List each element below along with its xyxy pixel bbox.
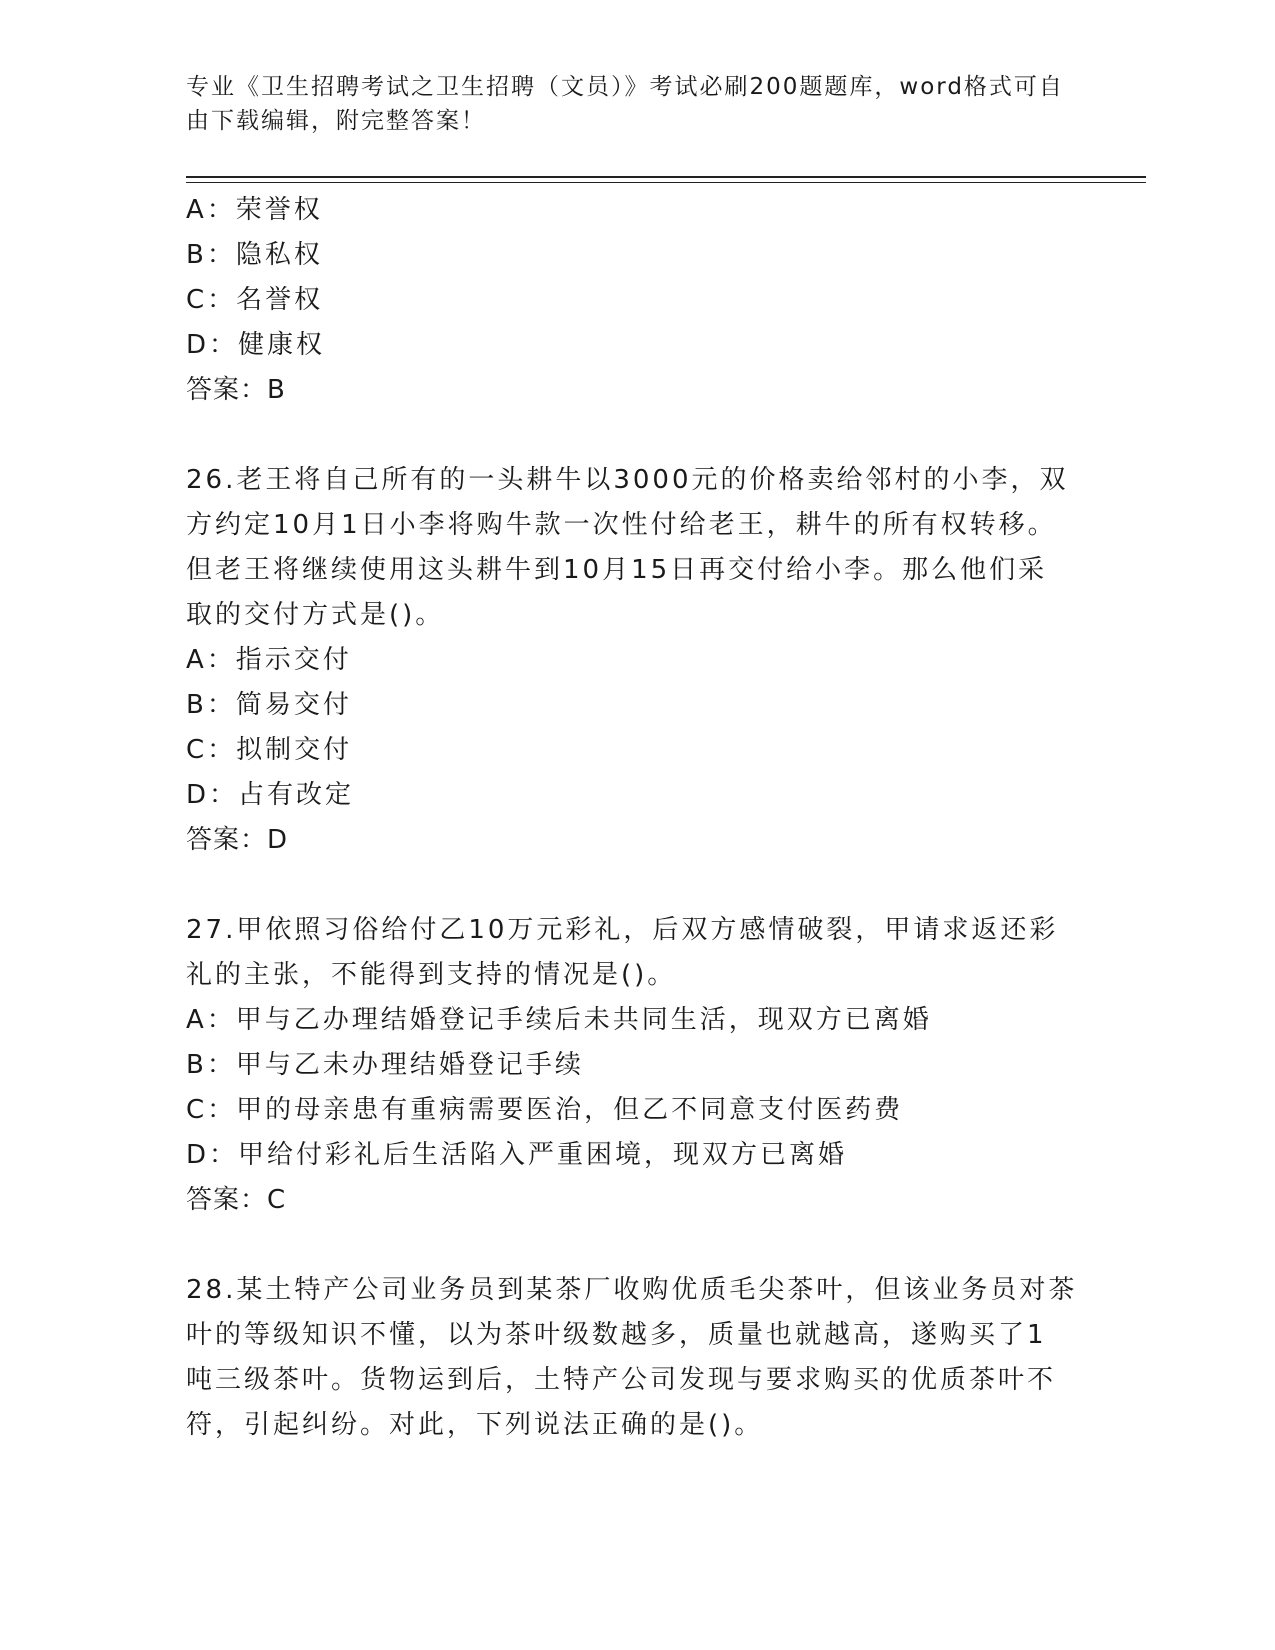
question-text-line: 礼的主张，不能得到支持的情况是()。 bbox=[186, 960, 677, 990]
question-text-line: 叶的等级知识不懂，以为茶叶级数越多，质量也就越高，遂购买了1 bbox=[186, 1320, 1047, 1350]
spacer bbox=[186, 863, 1066, 908]
option-c: C：拟制交付 bbox=[186, 735, 353, 765]
option-b: B：隐私权 bbox=[186, 240, 323, 270]
question-text-line: 吨三级茶叶。货物运到后，土特产公司发现与要求购买的优质茶叶不 bbox=[186, 1365, 1057, 1395]
answer-line: 答案：C bbox=[186, 1185, 287, 1215]
option-c: C：名誉权 bbox=[186, 285, 324, 315]
option-b: B：甲与乙未办理结婚登记手续 bbox=[186, 1050, 584, 1080]
question-text-line: 但老王将继续使用这头耕牛到10月15日再交付给小李。那么他们采 bbox=[186, 555, 1048, 585]
question-26-block bbox=[186, 458, 1069, 863]
question-text-line: 方约定10月1日小李将购牛款一次性付给老王，耕牛的所有权转移。 bbox=[186, 510, 1057, 540]
question-text-line: 取的交付方式是()。 bbox=[186, 600, 445, 630]
option-d: D：甲给付彩礼后生活陷入严重困境，现双方已离婚 bbox=[186, 1140, 848, 1170]
prev-question-block bbox=[186, 188, 1066, 413]
question-text-line: 27.甲依照习俗给付乙10万元彩礼，后双方感情破裂，甲请求返还彩 bbox=[186, 915, 1059, 945]
spacer bbox=[186, 413, 1066, 458]
question-text-line: 28.某土特产公司业务员到某茶厂收购优质毛尖茶叶，但该业务员对茶 bbox=[186, 1275, 1078, 1305]
option-a: A：甲与乙办理结婚登记手续后未共同生活，现双方已离婚 bbox=[186, 1005, 932, 1035]
option-d: D：健康权 bbox=[186, 330, 326, 360]
option-d: D：占有改定 bbox=[186, 780, 355, 810]
header-line-2: 由下载编辑，附完整答案！ bbox=[186, 108, 486, 134]
answer-line: 答案：B bbox=[186, 375, 286, 405]
spacer bbox=[186, 1223, 1066, 1268]
question-text-line: 符，引起纠纷。对此，下列说法正确的是()。 bbox=[186, 1410, 764, 1440]
question-text-line: 26.老王将自己所有的一头耕牛以3000元的价格卖给邻村的小李，双 bbox=[186, 465, 1069, 495]
header-line-1: 专业《卫生招聘考试之卫生招聘（文员）》考试必刷200题题库，word格式可自 bbox=[186, 74, 1064, 100]
header-rule-thick bbox=[186, 176, 1146, 178]
question-27-block bbox=[186, 908, 1066, 1223]
question-28-block bbox=[186, 1268, 1078, 1448]
header-rule-thin bbox=[186, 182, 1146, 183]
document-body bbox=[186, 188, 1078, 1448]
option-c: C：甲的母亲患有重病需要医治，但乙不同意支付医药费 bbox=[186, 1095, 904, 1125]
option-b: B：简易交付 bbox=[186, 690, 352, 720]
answer-line: 答案：D bbox=[186, 825, 289, 855]
document-header bbox=[186, 70, 1066, 138]
option-a: A：荣誉权 bbox=[186, 195, 323, 225]
option-a: A：指示交付 bbox=[186, 645, 352, 675]
